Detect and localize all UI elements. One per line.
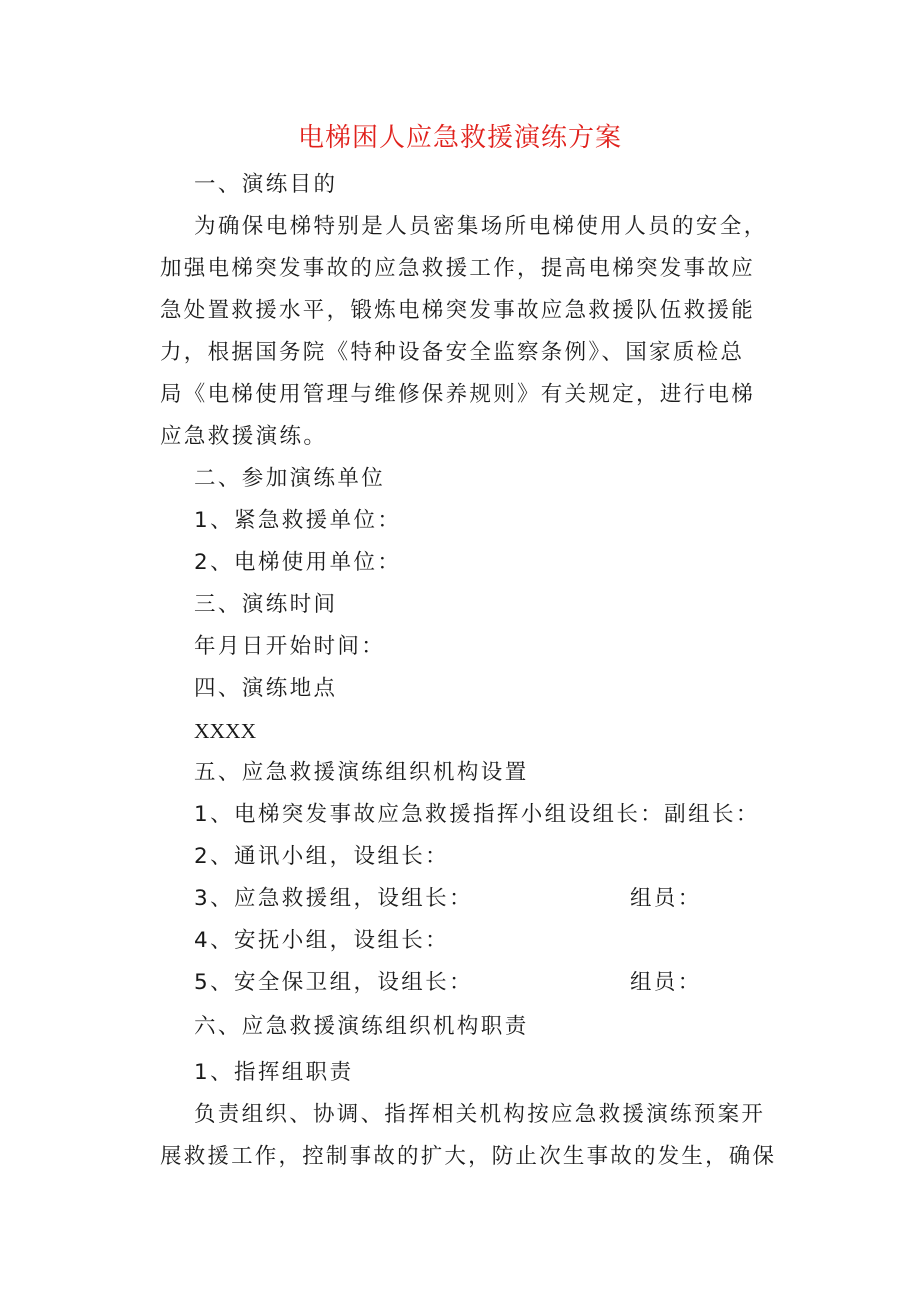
- list-item: 1、电梯突发事故应急救援指挥小组设组长：副组长：: [194, 802, 760, 827]
- members-label: 组员：: [630, 970, 702, 995]
- paragraph-line: 急处置救援水平，锻炼电梯突发事故应急救援队伍救援能: [160, 298, 756, 323]
- sub-heading-command-duties: 1、指挥组职责: [194, 1060, 354, 1085]
- members-label: 组员：: [630, 886, 702, 911]
- list-item: 3、应急救援组，设组长：: [194, 886, 473, 911]
- list-item: 2、电梯使用单位：: [194, 550, 402, 575]
- paragraph-line: 展救援工作，控制事故的扩大，防止次生事故的发生，确保: [160, 1144, 777, 1169]
- list-item: 2、通讯小组，设组长：: [194, 844, 450, 869]
- section-heading-purpose: 一、演练目的: [194, 172, 338, 197]
- paragraph-line: 为确保电梯特别是人员密集场所电梯使用人员的安全，: [194, 214, 768, 239]
- list-item: 1、紧急救援单位：: [194, 508, 402, 533]
- paragraph-line: 局《电梯使用管理与维修保养规则》有关规定，进行电梯: [160, 382, 756, 407]
- paragraph-line: 负责组织、协调、指挥相关机构按应急救援演练预案开: [194, 1102, 766, 1127]
- drill-time-text: 年月日开始时间：: [194, 634, 386, 659]
- section-heading-time: 三、演练时间: [194, 592, 338, 617]
- list-item: 5、安全保卫组，设组长：: [194, 970, 473, 995]
- paragraph-line: 力，根据国务院《特种设备安全监察条例》、国家质检总: [160, 340, 745, 365]
- paragraph-line: 加强电梯突发事故的应急救援工作，提高电梯突发事故应: [160, 256, 756, 281]
- paragraph-line: 应急救援演练。: [160, 424, 328, 449]
- list-item: 4、安抚小组，设组长：: [194, 928, 450, 953]
- document-title: 电梯困人应急救援演练方案: [297, 123, 622, 153]
- drill-location-text: XXXX: [194, 719, 257, 743]
- section-heading-location: 四、演练地点: [194, 676, 338, 701]
- section-heading-organization: 五、应急救援演练组织机构设置: [194, 760, 529, 785]
- section-heading-duties: 六、应急救援演练组织机构职责: [194, 1014, 529, 1039]
- section-heading-units: 二、参加演练单位: [194, 466, 386, 491]
